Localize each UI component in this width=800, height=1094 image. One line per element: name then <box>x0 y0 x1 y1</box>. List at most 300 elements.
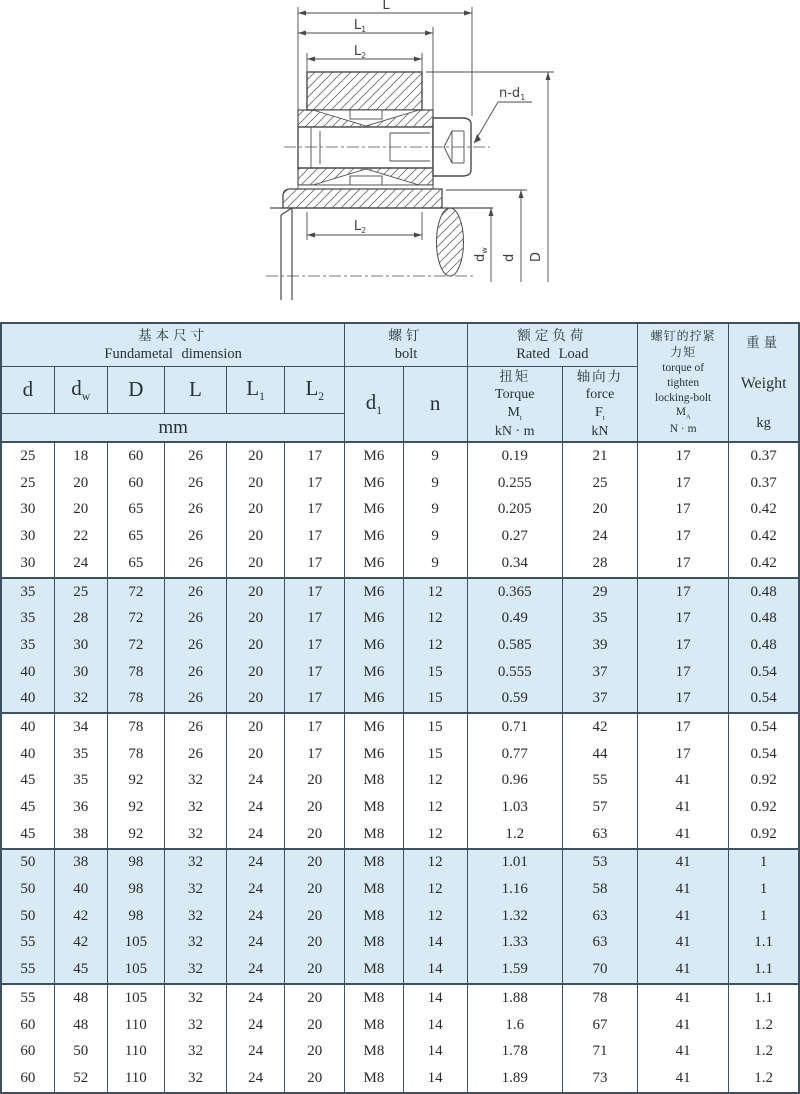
table-cell: 50 <box>54 1038 107 1065</box>
table-cell: 0.37 <box>729 442 799 470</box>
table-cell: 14 <box>403 956 467 984</box>
table-cell: 67 <box>562 1012 637 1039</box>
col-header-n: n <box>403 366 467 442</box>
table-cell: 0.34 <box>467 550 562 578</box>
table-cell: 78 <box>107 685 164 713</box>
table-cell: 26 <box>164 523 226 550</box>
col-header-torque <box>467 366 562 442</box>
table-cell: 24 <box>227 794 285 821</box>
table-cell: M6 <box>345 497 403 524</box>
bolt-callout-leader <box>474 102 532 143</box>
table-cell: 20 <box>285 876 345 903</box>
table-cell: 24 <box>227 984 285 1012</box>
table-cell: 15 <box>403 685 467 713</box>
table-cell: 70 <box>562 956 637 984</box>
table-cell: 38 <box>54 821 107 849</box>
header-weight-en: Weight <box>740 374 787 392</box>
table-row <box>1 876 799 903</box>
table-cell: 0.77 <box>467 741 562 768</box>
table-cell: 32 <box>164 984 226 1012</box>
table-cell: M8 <box>345 849 403 877</box>
col-header-L2: $L_2$ <box>285 366 345 414</box>
col-header-D: D <box>107 366 164 414</box>
table-cell: 1.2 <box>729 1065 799 1093</box>
table-cell: 24 <box>227 1065 285 1093</box>
table-cell: 78 <box>107 741 164 768</box>
table-cell: 110 <box>107 1012 164 1039</box>
table-cell: 53 <box>562 849 637 877</box>
table-cell: 1.78 <box>467 1038 562 1065</box>
table-cell: 38 <box>54 849 107 877</box>
table-cell: 73 <box>562 1065 637 1093</box>
table-cell: 26 <box>164 632 226 659</box>
table-cell: 32 <box>164 930 226 957</box>
table-cell: 41 <box>638 821 729 849</box>
table-cell: 30 <box>1 550 54 578</box>
table-cell: 20 <box>562 497 637 524</box>
header-force-en: force <box>585 387 615 403</box>
table-cell: 0.48 <box>729 632 799 659</box>
table-cell: 12 <box>403 605 467 632</box>
table-cell: 26 <box>164 713 226 741</box>
table-cell: 20 <box>227 713 285 741</box>
spec-table-body <box>1 442 799 1093</box>
table-cell: 20 <box>227 605 285 632</box>
spec-table <box>0 322 800 1094</box>
table-cell: 72 <box>107 605 164 632</box>
technical-drawing-area <box>0 0 800 322</box>
table-cell: 32 <box>164 876 226 903</box>
table-cell: 26 <box>164 497 226 524</box>
table-cell: 17 <box>638 659 729 686</box>
table-cell: 78 <box>562 984 637 1012</box>
table-cell: 105 <box>107 984 164 1012</box>
table-cell: 26 <box>164 578 226 606</box>
table-cell: 41 <box>638 1065 729 1093</box>
table-cell: 17 <box>638 632 729 659</box>
table-cell: 36 <box>54 794 107 821</box>
flange-collar <box>283 189 442 208</box>
table-cell: 12 <box>403 821 467 849</box>
table-cell: 98 <box>107 876 164 903</box>
table-cell: 32 <box>164 849 226 877</box>
table-cell: 65 <box>107 550 164 578</box>
table-cell: 1 <box>729 903 799 930</box>
table-cell: 1.2 <box>729 1038 799 1065</box>
table-cell: 44 <box>562 741 637 768</box>
header-rated-en: Rated Load <box>516 346 589 363</box>
table-cell: 24 <box>227 903 285 930</box>
table-cell: 17 <box>285 632 345 659</box>
header-lock-en3: locking-bolt <box>655 391 712 404</box>
table-cell: 98 <box>107 849 164 877</box>
table-cell: 0.54 <box>729 685 799 713</box>
table-cell: 32 <box>164 903 226 930</box>
table-cell: 1.59 <box>467 956 562 984</box>
table-cell: 1 <box>729 849 799 877</box>
table-cell: 55 <box>1 956 54 984</box>
table-cell: 20 <box>227 685 285 713</box>
table-cell: 20 <box>227 442 285 470</box>
table-cell: 1 <box>729 876 799 903</box>
table-cell: 20 <box>285 794 345 821</box>
table-cell: 12 <box>403 903 467 930</box>
table-cell: 24 <box>227 1012 285 1039</box>
table-cell: 1.03 <box>467 794 562 821</box>
table-cell: 17 <box>638 713 729 741</box>
table-cell: 24 <box>227 876 285 903</box>
table-cell: 32 <box>54 685 107 713</box>
table-cell: 92 <box>107 821 164 849</box>
table-cell: 17 <box>285 550 345 578</box>
table-cell: M6 <box>345 523 403 550</box>
table-cell: 20 <box>285 767 345 794</box>
header-torque-symbol: $M_t$ <box>507 405 523 423</box>
table-cell: 1.2 <box>729 1012 799 1039</box>
assembly-drawing <box>0 0 800 322</box>
table-cell: 20 <box>285 1065 345 1093</box>
table-cell: 32 <box>164 821 226 849</box>
table-cell: 9 <box>403 550 467 578</box>
header-weight <box>729 323 799 442</box>
inner-sleeve <box>298 127 433 168</box>
table-cell: M6 <box>345 632 403 659</box>
table-cell: 9 <box>403 442 467 470</box>
table-cell: M6 <box>345 741 403 768</box>
header-unit-mm: mm <box>1 414 345 443</box>
table-cell: 105 <box>107 930 164 957</box>
table-cell: 20 <box>285 849 345 877</box>
table-cell: M8 <box>345 956 403 984</box>
label-dw: $d_w$ <box>473 247 489 262</box>
header-basic-zh: 基本尺寸 <box>138 327 209 343</box>
table-row <box>1 497 799 524</box>
table-cell: 0.54 <box>729 713 799 741</box>
table-cell: 17 <box>638 497 729 524</box>
header-lock-zh2: 力矩 <box>670 345 697 360</box>
table-cell: 32 <box>164 1038 226 1065</box>
table-cell: 72 <box>107 578 164 606</box>
table-cell: 15 <box>403 713 467 741</box>
dimension-dw <box>489 208 494 282</box>
table-cell: 1.6 <box>467 1012 562 1039</box>
table-cell: 41 <box>638 1012 729 1039</box>
header-weight-zh: 重量 <box>746 335 782 351</box>
table-cell: 60 <box>1 1065 54 1093</box>
table-cell: 25 <box>1 470 54 497</box>
table-cell: 20 <box>227 741 285 768</box>
table-cell: 40 <box>1 741 54 768</box>
table-row <box>1 470 799 497</box>
header-basic-en: Fundametal dimension <box>104 346 242 363</box>
table-cell: 1.01 <box>467 849 562 877</box>
header-bolt-zh: 螺钉 <box>388 327 424 343</box>
table-cell: 41 <box>638 903 729 930</box>
label-L2-lower: $L_2$ <box>353 219 367 235</box>
table-cell: 17 <box>285 659 345 686</box>
table-row <box>1 903 799 930</box>
header-torque-unit: kN · m <box>494 424 535 440</box>
table-cell: 60 <box>107 442 164 470</box>
table-cell: M8 <box>345 821 403 849</box>
table-cell: M6 <box>345 713 403 741</box>
table-cell: 1.1 <box>729 984 799 1012</box>
table-cell: 0.205 <box>467 497 562 524</box>
table-cell: 20 <box>285 984 345 1012</box>
table-cell: 0.92 <box>729 767 799 794</box>
table-cell: M8 <box>345 767 403 794</box>
table-cell: M8 <box>345 1012 403 1039</box>
table-cell: 20 <box>285 930 345 957</box>
table-cell: 110 <box>107 1038 164 1065</box>
table-cell: 30 <box>54 659 107 686</box>
table-cell: 55 <box>1 930 54 957</box>
table-cell: 28 <box>562 550 637 578</box>
table-row <box>1 578 799 606</box>
table-cell: 17 <box>638 550 729 578</box>
table-cell: M8 <box>345 903 403 930</box>
table-row <box>1 550 799 578</box>
table-cell: 20 <box>54 470 107 497</box>
table-cell: 12 <box>403 876 467 903</box>
table-cell: 12 <box>403 849 467 877</box>
table-cell: 17 <box>638 605 729 632</box>
table-row <box>1 1012 799 1039</box>
table-cell: 29 <box>562 578 637 606</box>
table-cell: M6 <box>345 470 403 497</box>
header-lock-symbol: $M_A$ <box>675 406 691 421</box>
table-cell: 1.89 <box>467 1065 562 1093</box>
table-cell: 72 <box>107 632 164 659</box>
table-cell: 20 <box>285 1038 345 1065</box>
label-d: d <box>502 253 517 262</box>
shaft-break-ellipse <box>437 208 464 276</box>
table-cell: 26 <box>164 659 226 686</box>
table-cell: 26 <box>164 741 226 768</box>
table-cell: 55 <box>1 984 54 1012</box>
label-n-d1: $n-d_1$ <box>499 86 526 102</box>
table-cell: 52 <box>54 1065 107 1093</box>
table-cell: 41 <box>638 1038 729 1065</box>
table-cell: 26 <box>164 685 226 713</box>
table-cell: 1.1 <box>729 930 799 957</box>
header-force-unit: kN <box>591 424 609 440</box>
table-cell: 40 <box>54 876 107 903</box>
lower-taper-ring <box>298 168 433 189</box>
table-cell: 20 <box>227 470 285 497</box>
table-cell: 15 <box>403 659 467 686</box>
table-cell: 25 <box>54 578 107 606</box>
table-cell: 41 <box>638 849 729 877</box>
table-cell: 55 <box>562 767 637 794</box>
table-cell: 45 <box>54 956 107 984</box>
table-cell: 35 <box>562 605 637 632</box>
table-cell: 26 <box>164 605 226 632</box>
table-cell: M6 <box>345 442 403 470</box>
table-cell: 32 <box>164 1065 226 1093</box>
table-cell: 41 <box>638 930 729 957</box>
table-cell: 42 <box>562 713 637 741</box>
table-cell: 17 <box>285 470 345 497</box>
table-row <box>1 523 799 550</box>
table-cell: 24 <box>227 930 285 957</box>
table-cell: 25 <box>1 442 54 470</box>
table-cell: 35 <box>1 605 54 632</box>
table-cell: 0.48 <box>729 578 799 606</box>
table-cell: 50 <box>1 876 54 903</box>
table-cell: 20 <box>227 523 285 550</box>
table-cell: 20 <box>227 550 285 578</box>
table-cell: 35 <box>54 767 107 794</box>
table-cell: M6 <box>345 605 403 632</box>
table-cell: 42 <box>54 903 107 930</box>
table-cell: M8 <box>345 794 403 821</box>
table-cell: 24 <box>227 767 285 794</box>
table-cell: M6 <box>345 685 403 713</box>
table-cell: 0.37 <box>729 470 799 497</box>
table-cell: 1.33 <box>467 930 562 957</box>
table-cell: M8 <box>345 930 403 957</box>
table-cell: 24 <box>227 956 285 984</box>
table-cell: 12 <box>403 578 467 606</box>
table-cell: 78 <box>107 659 164 686</box>
label-L1: $L_1$ <box>353 18 367 34</box>
table-cell: 63 <box>562 821 637 849</box>
table-cell: 1.88 <box>467 984 562 1012</box>
table-cell: 20 <box>285 903 345 930</box>
col-header-L1: $L_1$ <box>227 366 285 414</box>
table-cell: 48 <box>54 1012 107 1039</box>
header-rated-load <box>467 323 637 366</box>
table-row <box>1 984 799 1012</box>
table-cell: 39 <box>562 632 637 659</box>
table-cell: 9 <box>403 523 467 550</box>
table-cell: 42 <box>54 930 107 957</box>
table-cell: 17 <box>285 578 345 606</box>
col-header-d: d <box>1 366 54 414</box>
table-row <box>1 741 799 768</box>
table-cell: 50 <box>1 903 54 930</box>
header-torque-en: Torque <box>495 387 535 403</box>
table-cell: 20 <box>227 497 285 524</box>
table-cell: 34 <box>54 713 107 741</box>
table-cell: 24 <box>54 550 107 578</box>
table-cell: 58 <box>562 876 637 903</box>
header-bolt-en: bolt <box>394 346 418 363</box>
header-force-zh: 轴向力 <box>576 368 624 384</box>
table-cell: 40 <box>1 713 54 741</box>
table-cell: 0.59 <box>467 685 562 713</box>
table-row <box>1 956 799 984</box>
table-cell: 28 <box>54 605 107 632</box>
table-cell: 48 <box>54 984 107 1012</box>
table-cell: 17 <box>638 442 729 470</box>
table-row <box>1 930 799 957</box>
table-cell: 45 <box>1 794 54 821</box>
table-cell: 17 <box>285 713 345 741</box>
table-cell: M6 <box>345 550 403 578</box>
col-header-d1: $d_1$ <box>345 366 403 442</box>
header-force-symbol: $F_t$ <box>594 405 605 423</box>
table-cell: 65 <box>107 497 164 524</box>
table-cell: 14 <box>403 1038 467 1065</box>
outer-ring <box>307 72 422 110</box>
table-cell: 20 <box>285 1012 345 1039</box>
header-rated-zh: 额定负荷 <box>517 327 588 343</box>
header-lock-unit: N · m <box>669 423 697 435</box>
table-cell: 14 <box>403 1012 467 1039</box>
table-cell: 0.92 <box>729 821 799 849</box>
table-cell: 14 <box>403 930 467 957</box>
table-cell: 0.585 <box>467 632 562 659</box>
table-cell: M8 <box>345 876 403 903</box>
table-cell: 15 <box>403 741 467 768</box>
table-cell: 30 <box>54 632 107 659</box>
table-cell: 0.365 <box>467 578 562 606</box>
table-cell: 45 <box>1 821 54 849</box>
table-cell: 12 <box>403 794 467 821</box>
table-cell: 1.1 <box>729 956 799 984</box>
table-row <box>1 713 799 741</box>
table-cell: 26 <box>164 442 226 470</box>
table-row <box>1 1038 799 1065</box>
header-bolt <box>345 323 467 366</box>
table-cell: 17 <box>285 741 345 768</box>
table-cell: 37 <box>562 685 637 713</box>
table-cell: 92 <box>107 794 164 821</box>
table-cell: M6 <box>345 659 403 686</box>
table-row <box>1 821 799 849</box>
table-cell: 21 <box>562 442 637 470</box>
table-cell: 0.42 <box>729 550 799 578</box>
table-row <box>1 605 799 632</box>
table-cell: 0.555 <box>467 659 562 686</box>
table-cell: 35 <box>1 578 54 606</box>
table-cell: 14 <box>403 1065 467 1093</box>
table-cell: 17 <box>285 523 345 550</box>
table-cell: 41 <box>638 956 729 984</box>
table-row <box>1 442 799 470</box>
table-cell: 1.16 <box>467 876 562 903</box>
table-cell: 24 <box>227 821 285 849</box>
table-cell: 41 <box>638 876 729 903</box>
table-cell: M8 <box>345 1038 403 1065</box>
table-cell: 17 <box>285 685 345 713</box>
table-cell: 26 <box>164 550 226 578</box>
table-cell: 0.71 <box>467 713 562 741</box>
table-cell: 0.255 <box>467 470 562 497</box>
table-row <box>1 849 799 877</box>
table-cell: 45 <box>1 767 54 794</box>
table-cell: 35 <box>54 741 107 768</box>
table-cell: 20 <box>54 497 107 524</box>
table-cell: 17 <box>285 605 345 632</box>
table-cell: 0.48 <box>729 605 799 632</box>
table-cell: 12 <box>403 767 467 794</box>
table-cell: 50 <box>1 849 54 877</box>
table-cell: 24 <box>227 849 285 877</box>
label-L: L <box>382 0 390 13</box>
table-cell: 20 <box>285 956 345 984</box>
table-cell: 14 <box>403 984 467 1012</box>
table-cell: 25 <box>562 470 637 497</box>
label-L2-top: $L_2$ <box>353 44 367 60</box>
upper-taper-ring <box>298 110 433 127</box>
table-cell: 40 <box>1 659 54 686</box>
table-row <box>1 767 799 794</box>
label-D: D <box>529 251 544 262</box>
table-cell: 41 <box>638 767 729 794</box>
